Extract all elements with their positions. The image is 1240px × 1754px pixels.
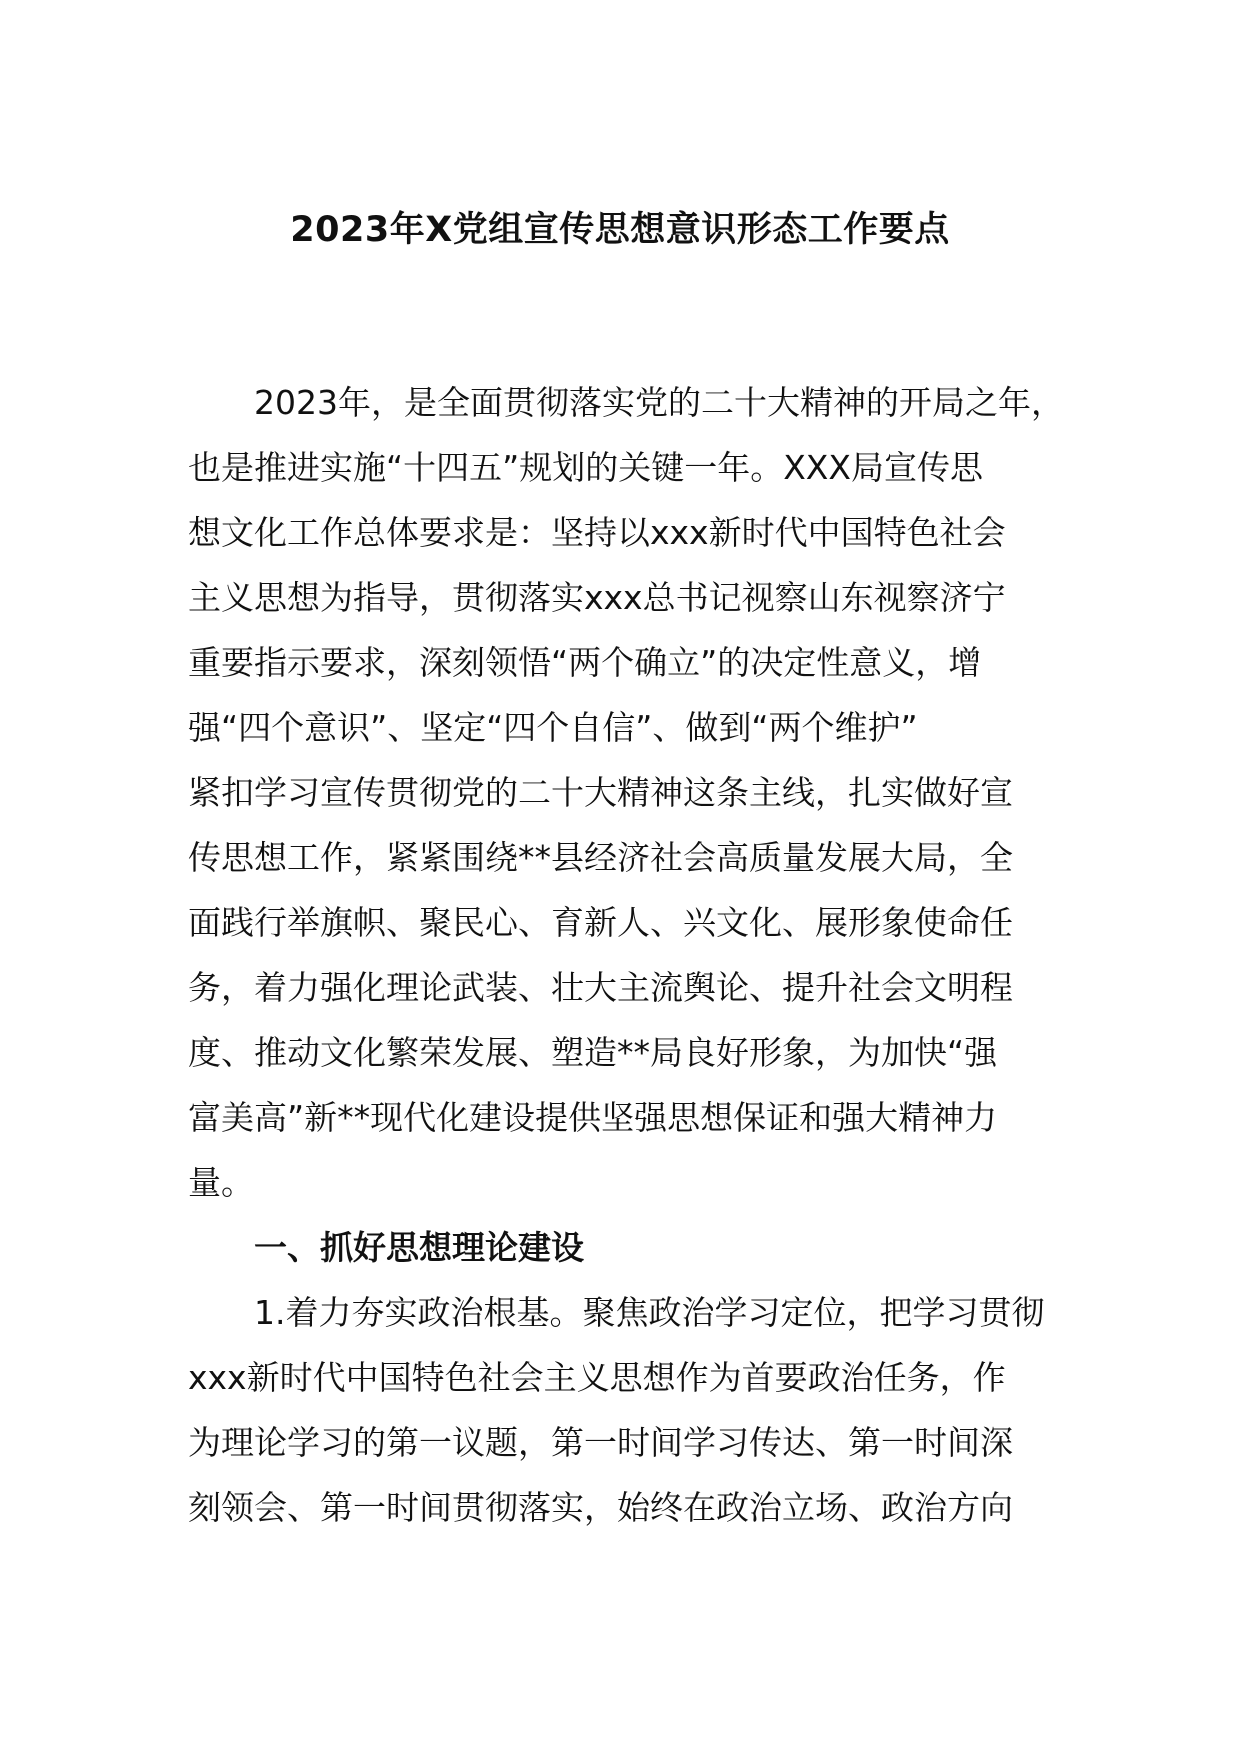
- text-line: 量。: [188, 1163, 254, 1202]
- text-line: 强“四个意识”、坚定“四个自信”、做到“两个维护”: [188, 708, 918, 747]
- text-line: 重要指示要求，深刻领悟“两个确立”的决定性意义，增: [188, 643, 982, 682]
- intro-paragraph: [188, 370, 1064, 1215]
- text-line: 紧扣学习宣传贯彻党的二十大精神这条主线，扎实做好宣: [188, 773, 1013, 812]
- text-line: 想文化工作总体要求是：坚持以xxx新时代中国特色社会: [188, 513, 1006, 552]
- text-line: 主义思想为指导，贯彻落实xxx总书记视察山东视察济宁: [188, 578, 1006, 617]
- section-paragraph: [188, 1280, 1058, 1540]
- text-line: 度、推动文化繁荣发展、塑造**局良好形象，为加快“强: [188, 1033, 998, 1072]
- text-line: 面践行举旗帜、聚民心、育新人、兴文化、展形象使命任: [188, 903, 1013, 942]
- text-line: 为理论学习的第一议题，第一时间学习传达、第一时间深: [188, 1423, 1013, 1462]
- text-line: 刻领会、第一时间贯彻落实，始终在政治立场、政治方向: [188, 1488, 1013, 1527]
- text-line: 富美高”新**现代化建设提供坚强思想保证和强大精神力: [188, 1098, 998, 1137]
- text-line: 2023年，是全面贯彻落实党的二十大精神的开局之年，: [254, 383, 1064, 422]
- section-heading: 一、抓好思想理论建设: [254, 1228, 584, 1267]
- text-line: 也是推进实施“十四五”规划的关键一年。XXX局宣传思: [188, 448, 984, 487]
- text-line: 1.着力夯实政治根基。聚焦政治学习定位，把学习贯彻: [254, 1293, 1045, 1332]
- document-title: 2023年X党组宣传思想意识形态工作要点: [290, 210, 950, 250]
- text-line: 务，着力强化理论武装、壮大主流舆论、提升社会文明程: [188, 968, 1013, 1007]
- text-line: xxx新时代中国特色社会主义思想作为首要政治任务，作: [188, 1358, 1006, 1397]
- document-body: [188, 370, 1064, 1540]
- text-line: 传思想工作，紧紧围绕**县经济社会高质量发展大局，全: [188, 838, 1013, 877]
